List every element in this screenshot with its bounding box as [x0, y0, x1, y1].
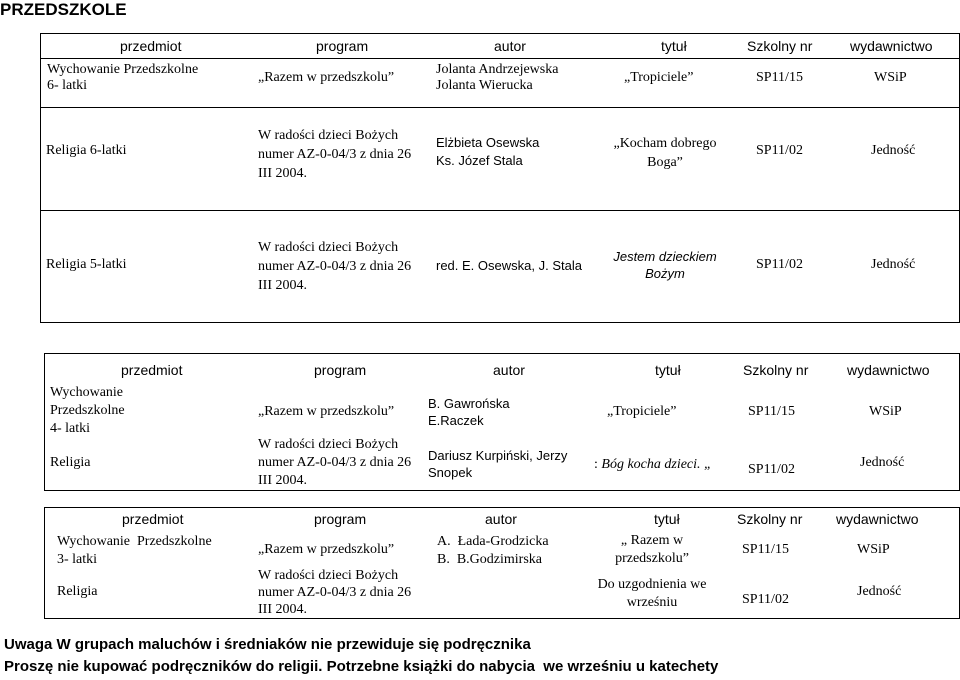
header-szkolny-nr: Szkolny nr — [737, 511, 803, 527]
tytul-line: Do uzgodnienia we — [597, 577, 707, 592]
header-tytul: tytuł — [654, 511, 680, 527]
program-line: numer AZ-0-04/3 z dnia 26 — [258, 147, 412, 162]
table-divider — [40, 58, 960, 59]
program-line: III 2004. — [258, 602, 307, 617]
header-szkolny-nr: Szkolny nr — [743, 362, 809, 378]
cell-wydawnictwo: Jedność — [871, 257, 916, 272]
cell-autor-line: B. Gawrońska — [428, 396, 510, 411]
program-line: III 2004. — [258, 166, 307, 181]
cell-program — [258, 567, 411, 618]
page-title: PRZEDSZKOLE — [0, 0, 127, 19]
cell-autor-line: Jolanta Wierucka — [436, 78, 533, 93]
cell-przedmiot — [57, 533, 212, 569]
cell-szkolny-nr: SP11/02 — [742, 592, 789, 607]
header-przedmiot: przedmiot — [120, 38, 182, 54]
header-autor: autor — [485, 511, 517, 527]
cell-autor-line: Snopek — [428, 465, 473, 480]
cell-autor — [436, 134, 539, 170]
program-line: III 2004. — [258, 473, 307, 488]
program-line: numer AZ-0-04/3 z dnia 26 — [258, 259, 412, 274]
header-przedmiot: przedmiot — [122, 511, 184, 527]
program-line: W radości dzieci Bożych — [258, 568, 399, 583]
cell-autor-line: Elżbieta Osewska — [436, 135, 540, 150]
header-tytul: tytuł — [655, 362, 681, 378]
tytul-line: Jestem dzieckiem — [613, 249, 717, 264]
program-line: numer AZ-0-04/3 z dnia 26 — [258, 455, 412, 470]
cell-wydawnictwo: Jedność — [860, 455, 905, 470]
cell-autor — [437, 533, 549, 569]
cell-wydawnictwo: Jedność — [871, 143, 916, 158]
przedmiot-line: Wychowanie — [50, 385, 124, 400]
cell-przedmiot: Religia — [57, 584, 98, 599]
cell-wydawnictwo: WSiP — [869, 404, 902, 419]
table-row — [47, 62, 198, 94]
tytul-prefix: : — [594, 457, 602, 472]
cell-program — [258, 126, 411, 183]
tytul-line: Bożym — [645, 266, 685, 281]
cell-program — [258, 436, 411, 490]
cell-autor — [436, 62, 558, 94]
cell-przedmiot: Wychowanie Przedszkolne — [47, 62, 199, 77]
header-program: program — [316, 38, 369, 54]
program-line: W radości dzieci Bożych — [258, 128, 399, 143]
cell-tytul: „Tropiciele” — [624, 70, 694, 85]
cell-autor-line: B. B.Godzimirska — [437, 552, 542, 567]
cell-szkolny-nr: SP11/15 — [756, 70, 803, 85]
tytul-text: Bóg kocha dzieci. „ — [601, 457, 712, 472]
cell-autor — [428, 395, 510, 429]
tytul-line: „Kocham dobrego — [613, 136, 717, 151]
cell-przedmiot: Religia 5-latki — [46, 257, 127, 272]
cell-autor-line: E.Raczek — [428, 413, 484, 428]
tytul-line: Boga” — [647, 155, 683, 170]
header-przedmiot: przedmiot — [121, 362, 183, 378]
cell-szkolny-nr: SP11/02 — [748, 462, 795, 477]
przedmiot-line: Przedszkolne — [50, 403, 125, 418]
header-szkolny-nr: Szkolny nr — [747, 38, 813, 54]
header-autor: autor — [494, 38, 526, 54]
note-religia: Proszę nie kupować podręczników do religii. Potrzebne książki do nabycia we wrześniu u katechety — [4, 658, 719, 675]
program-line: W radości dzieci Bożych — [258, 240, 399, 255]
note-uwaga: Uwaga W grupach maluchów i średniaków nie przewiduje się podręcznika — [4, 636, 531, 653]
header-wydawnictwo: wydawnictwo — [836, 511, 919, 527]
table-divider — [40, 210, 960, 211]
cell-autor-line: Ks. Józef Stala — [436, 153, 523, 168]
header-wydawnictwo: wydawnictwo — [847, 362, 930, 378]
przedmiot-line: Wychowanie Przedszkolne — [57, 534, 212, 549]
program-line: numer AZ-0-04/3 z dnia 26 — [258, 585, 412, 600]
cell-tytul — [577, 576, 727, 612]
cell-program: „Razem w przedszkolu” — [258, 542, 395, 557]
przedmiot-line: 3- latki — [57, 552, 98, 567]
cell-szkolny-nr: SP11/02 — [756, 257, 803, 272]
cell-autor-line: Jolanta Andrzejewska — [436, 62, 559, 77]
cell-autor — [428, 447, 567, 481]
cell-szkolny-nr: SP11/15 — [742, 542, 789, 557]
tytul-line: wrześniu — [626, 595, 678, 610]
program-line: III 2004. — [258, 278, 307, 293]
cell-autor: red. E. Osewska, J. Stala — [436, 258, 582, 273]
cell-program — [258, 238, 411, 295]
cell-przedmiot: Religia 6-latki — [46, 143, 127, 158]
header-program: program — [314, 511, 367, 527]
header-wydawnictwo: wydawnictwo — [850, 38, 933, 54]
przedmiot-line: 4- latki — [50, 421, 91, 436]
cell-szkolny-nr: SP11/15 — [748, 404, 795, 419]
cell-tytul — [590, 134, 740, 172]
tytul-line: przedszkolu” — [615, 551, 689, 566]
cell-autor-line: A. Łada-Grodzicka — [437, 534, 549, 549]
cell-tytul: „Tropiciele” — [607, 404, 677, 419]
cell-tytul — [577, 532, 727, 568]
program-line: W radości dzieci Bożych — [258, 437, 399, 452]
cell-tytul — [594, 457, 712, 473]
cell-przedmiot — [50, 384, 125, 438]
table-divider — [40, 107, 960, 108]
header-tytul: tytuł — [661, 38, 687, 54]
cell-program: „Razem w przedszkolu” — [258, 70, 395, 85]
cell-wydawnictwo: Jedność — [857, 584, 902, 599]
cell-tytul — [590, 248, 740, 282]
cell-wydawnictwo: WSiP — [857, 542, 890, 557]
cell-wydawnictwo: WSiP — [874, 70, 907, 85]
cell-szkolny-nr: SP11/02 — [756, 143, 803, 158]
cell-przedmiot: 6- latki — [47, 78, 88, 93]
header-autor: autor — [493, 362, 525, 378]
cell-program: „Razem w przedszkolu” — [258, 404, 395, 419]
header-program: program — [314, 362, 367, 378]
cell-autor-line: Dariusz Kurpiński, Jerzy — [428, 448, 568, 463]
cell-przedmiot: Religia — [50, 455, 91, 470]
tytul-line: „ Razem w — [620, 533, 684, 548]
